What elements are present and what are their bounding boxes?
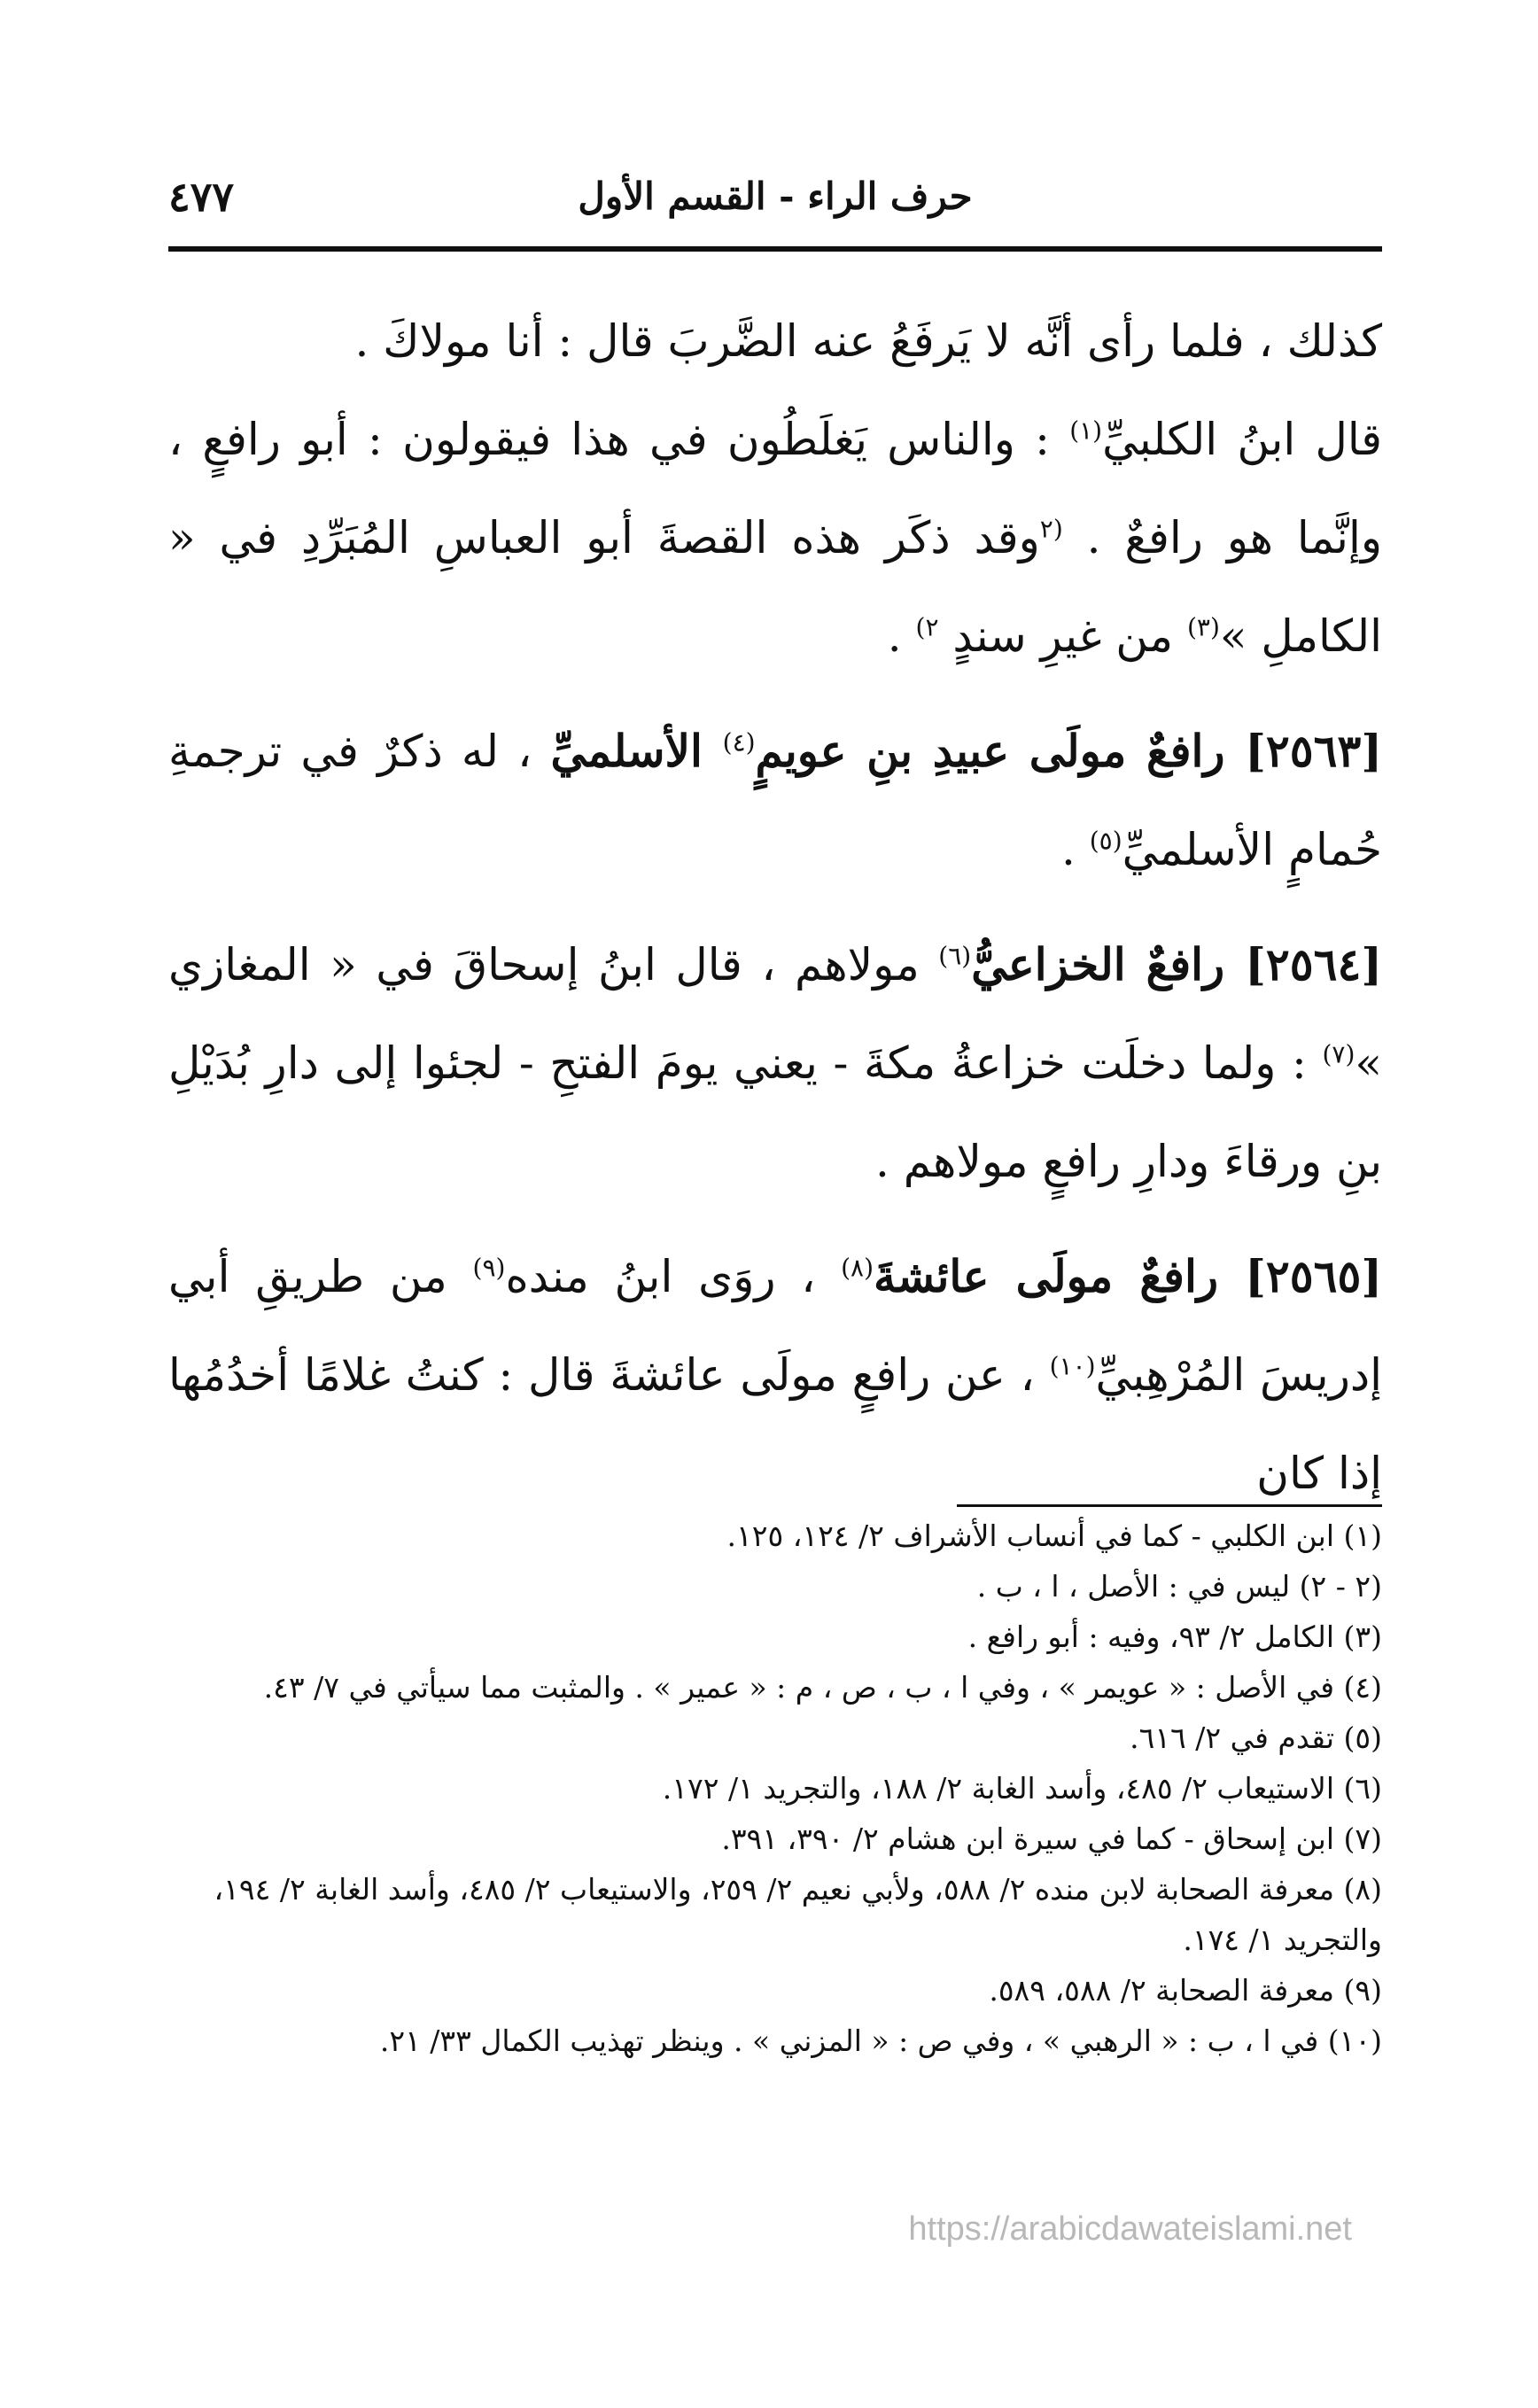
entry-number: [٢٥٦٣] (1245, 725, 1382, 777)
footnote: (٨) معرفة الصحابة لابن منده ٢/ ٥٨٨، ولأبي نعيم ٢/ ٢٥٩، والاستيعاب ٢/ ٤٨٥، وأسد الغابة ٢/ ١٩٤، والتجريد ١/ ١٧٤. (214, 1872, 1382, 1957)
paragraph (168, 292, 1382, 391)
entry-name: رافعٌ الخزاعيُّ (971, 938, 1246, 990)
footnote-ref: (٧) (1322, 1039, 1355, 1069)
footnote: (٢ - ٢) ليس في : الأصل ، ا ، ب . (976, 1569, 1382, 1604)
footnote-ref: (٨) (841, 1253, 874, 1283)
footnote: (٣) الكامل ٢/ ٩٣، وفيه : أبو رافع . (967, 1620, 1382, 1654)
footnote: (١) ابن الكلبي - كما في أنساب الأشراف ٢/ ١٢٤، ١٢٥. (726, 1519, 1382, 1553)
text: وقد ذكَر هذه القصةَ أبو العباسِ المُبَرِّدِ في « الكاملِ » (168, 512, 1382, 662)
text: ، عن رافعٍ مولَى عائشةَ قال : كنتُ غلامًا أخدُمُها إذا كان (168, 1349, 1382, 1499)
entry-2563 (168, 702, 1382, 899)
text: ، روَى ابنُ منده (505, 1251, 842, 1302)
text: قال ابنُ الكلبيِّ (1102, 414, 1382, 465)
entry-name: رافعٌ مولَى عبيدِ بنِ عويمٍ (755, 725, 1246, 777)
footnote-rule (957, 1504, 1382, 1507)
text: كذلك ، فلما رأى أنَّه لا يَرفَعُ عنه الضَّربَ قال : أنا مولاكَ . (354, 315, 1382, 367)
header-rule (168, 246, 1382, 252)
footnote-ref: (٢ (1039, 514, 1063, 544)
entry-name: رافعٌ مولَى عائشةَ (874, 1250, 1246, 1302)
entry-number: [٢٥٦٤] (1245, 938, 1382, 990)
text: : ولما دخلَت خزاعةُ مكةَ - يعني يومَ الفتحِ - لجئوا إلى دارِ بُدَيْلِ بنِ ورقاءَ ودارِ رافعٍ مولاهم . (168, 1037, 1382, 1187)
footnote-ref: (١٠) (1049, 1351, 1096, 1381)
spacer (168, 899, 1382, 915)
footnote-ref: (١) (1069, 416, 1103, 446)
footnotes (168, 1511, 1382, 2066)
footnote-ref: ٢) (915, 612, 939, 642)
text: . (1060, 824, 1090, 875)
text: . (887, 610, 916, 662)
footnote: (٦) الاستيعاب ٢/ ٤٨٥، وأسد الغابة ٢/ ١٨٨، والتجريد ١/ ١٧٢. (662, 1771, 1382, 1806)
footnote: (٩) معرفة الصحابة ٢/ ٥٨٨، ٥٨٩. (989, 1973, 1382, 2008)
text: : والناس يَغلَطُون في هذا فيقولون : أبو رافعٍ ، وإنَّما هو رافعٌ . (168, 414, 1383, 563)
entry-2565 (168, 1227, 1382, 1523)
watermark-url: https://arabicdawateislami.net (908, 2210, 1352, 2248)
entry-name: الأسلميِّ (550, 725, 723, 777)
footnote-ref: (٦) (938, 941, 972, 971)
footnote: (٤) في الأصل : « عويمر » ، وفي ا ، ب ، ص ، م : « عمير » . والمثبت مما سيأتي في ٧/ ٤٣. (263, 1670, 1382, 1705)
page-number: ٤٧٧ (168, 173, 235, 221)
page-header (168, 164, 1382, 235)
footnote-ref: (٥) (1089, 826, 1122, 856)
entry-2564 (168, 915, 1382, 1211)
text: مولاهم ، قال ابنُ إسحاقَ في « المغازي » (168, 939, 1382, 1089)
running-title: حرف الراء - القسم الأول (578, 175, 973, 218)
footnote-ref: (٣) (1186, 612, 1220, 642)
spacer (168, 686, 1382, 702)
main-text (168, 292, 1382, 1523)
footnote: (٥) تقدم في ٢/ ٦١٦. (1130, 1721, 1382, 1755)
paragraph (168, 391, 1382, 686)
text: من طريقِ أبي إدريسَ المُرْهِبيِّ (168, 1251, 1382, 1401)
text: ، له ذكرٌ في ترجمةِ حُمامٍ الأسلميِّ (168, 726, 1382, 875)
entry-number: [٢٥٦٥] (1245, 1250, 1382, 1302)
text: من غيرِ سندٍ (938, 610, 1187, 662)
footnote: (٧) ابن إسحاق - كما في سيرة ابن هشام ٢/ ٣٩٠، ٣٩١. (721, 1822, 1382, 1856)
footnote: (١٠) في ا ، ب : « الرهبي » ، وفي ص : « المزني » . وينظر تهذيب الكمال ٣٣/ ٢١. (379, 2023, 1382, 2058)
footnote-ref: (٩) (472, 1253, 506, 1283)
spacer (168, 1211, 1382, 1227)
footnote-ref: (٤) (722, 727, 756, 757)
